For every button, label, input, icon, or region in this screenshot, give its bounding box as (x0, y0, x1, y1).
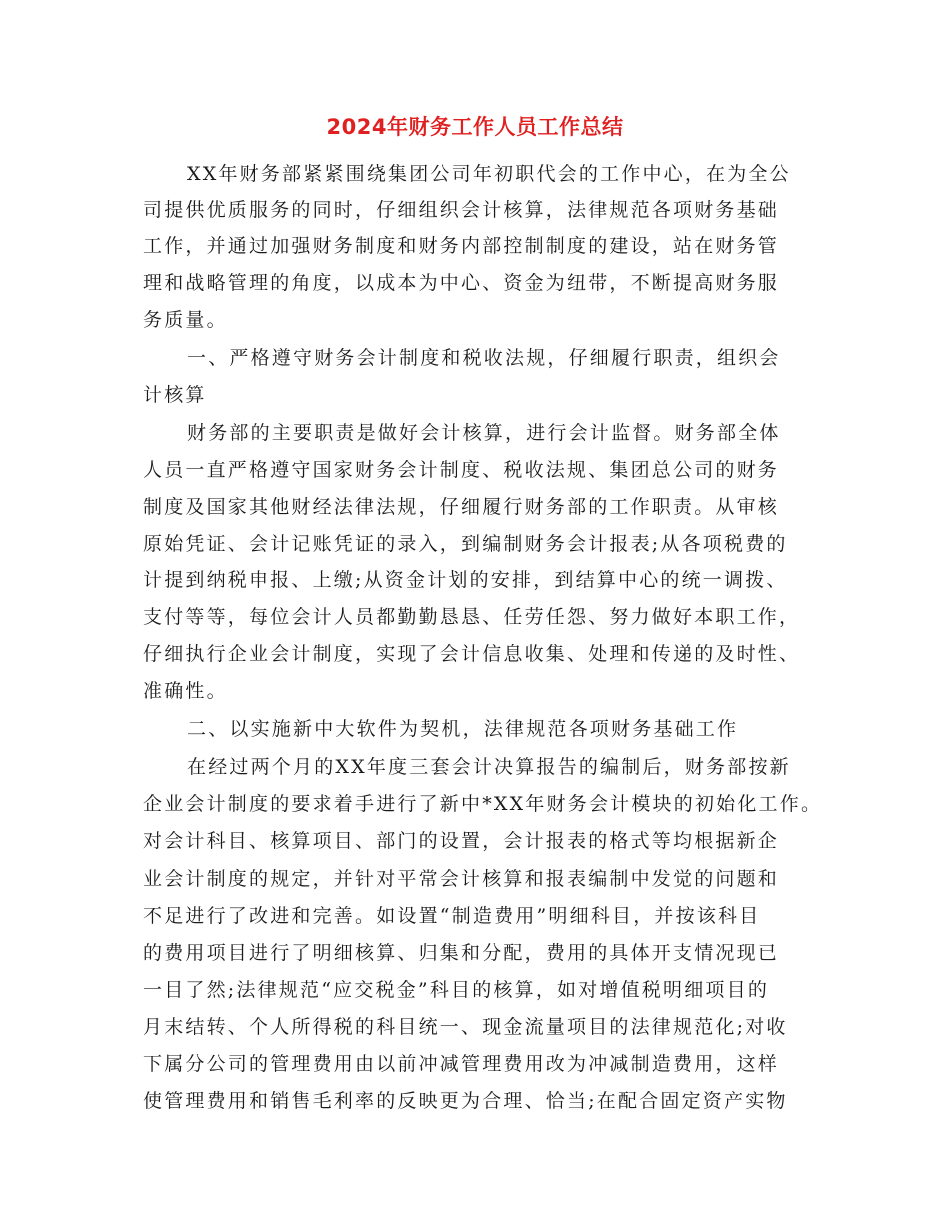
paragraph-line: XX年财务部紧紧围绕集团公司年初职代会的工作中心，在为全公 (187, 163, 791, 185)
section-heading-line: 一、严格遵守财务会计制度和税收法规，仔细履行职责，组织会 (187, 347, 781, 369)
paragraph-line: 在经过两个月的XX年度三套会计决算报告的编制后，财务部按新 (187, 756, 791, 778)
paragraph-line: 理和战略管理的角度，以成本为中心、资金为纽带，不断提高财务服 (143, 272, 780, 294)
paragraph-line: 计提到纳税申报、上缴;从资金计划的安排，到结算中心的统一调拨、 (143, 569, 788, 591)
paragraph-line: 支付等等，每位会计人员都勤勤恳恳、任劳任怨、努力做好本职工作， (143, 606, 801, 628)
paragraph-line: 一目了然;法律规范“应交税金”科目的核算，如对增值税明细项目的 (143, 979, 770, 1001)
paragraph-line: 工作，并通过加强财务制度和财务内部控制制度的建设，站在财务管 (143, 235, 780, 257)
document-title: 2024年财务工作人员工作总结 (326, 115, 624, 139)
paragraph-line: 仔细执行企业会计制度，实现了会计信息收集、处理和传递的及时性、 (143, 643, 801, 665)
paragraph-line: 业会计制度的规定，并针对平常会计核算和报表编制中发觉的问题和 (143, 868, 780, 890)
paragraph-line: 不足进行了改进和完善。如设置“制造费用”明细科目，并按该科目 (143, 905, 761, 927)
paragraph-line: 人员一直严格遵守国家财务会计制度、税收法规、集团总公司的财务 (143, 459, 780, 481)
section-heading-line: 计核算 (143, 384, 207, 406)
paragraph-line: 下属分公司的管理费用由以前冲减管理费用改为冲减制造费用，这样 (143, 1053, 780, 1075)
paragraph-line: 务质量。 (143, 309, 228, 331)
paragraph-line: 制度及国家其他财经法律法规，仔细履行财务部的工作职责。从审核 (143, 496, 780, 518)
paragraph-line: 财务部的主要职责是做好会计核算，进行会计监督。财务部全体 (187, 422, 781, 444)
paragraph-line: 对会计科目、核算项目、部门的设置，会计报表的格式等均根据新企 (143, 830, 780, 852)
paragraph-line: 企业会计制度的要求着手进行了新中*XX年财务会计模块的初始化工作。 (143, 793, 823, 815)
paragraph-line: 准确性。 (143, 680, 228, 702)
paragraph-line: 月末结转、个人所得税的科目统一、现金流量项目的法律规范化;对收 (143, 1016, 788, 1038)
section-heading-line: 二、以实施新中大软件为契机，法律规范各项财务基础工作 (187, 718, 739, 740)
paragraph-line: 使管理费用和销售毛利率的反映更为合理、恰当;在配合固定资产实物 (143, 1090, 788, 1112)
paragraph-line: 原始凭证、会计记账凭证的录入，到编制财务会计报表;从各项税费的 (143, 533, 788, 555)
paragraph-line: 司提供优质服务的同时，仔细组织会计核算，法律规范各项财务基础 (143, 199, 780, 221)
paragraph-line: 的费用项目进行了明细核算、归集和分配，费用的具体开支情况现已 (143, 942, 780, 964)
